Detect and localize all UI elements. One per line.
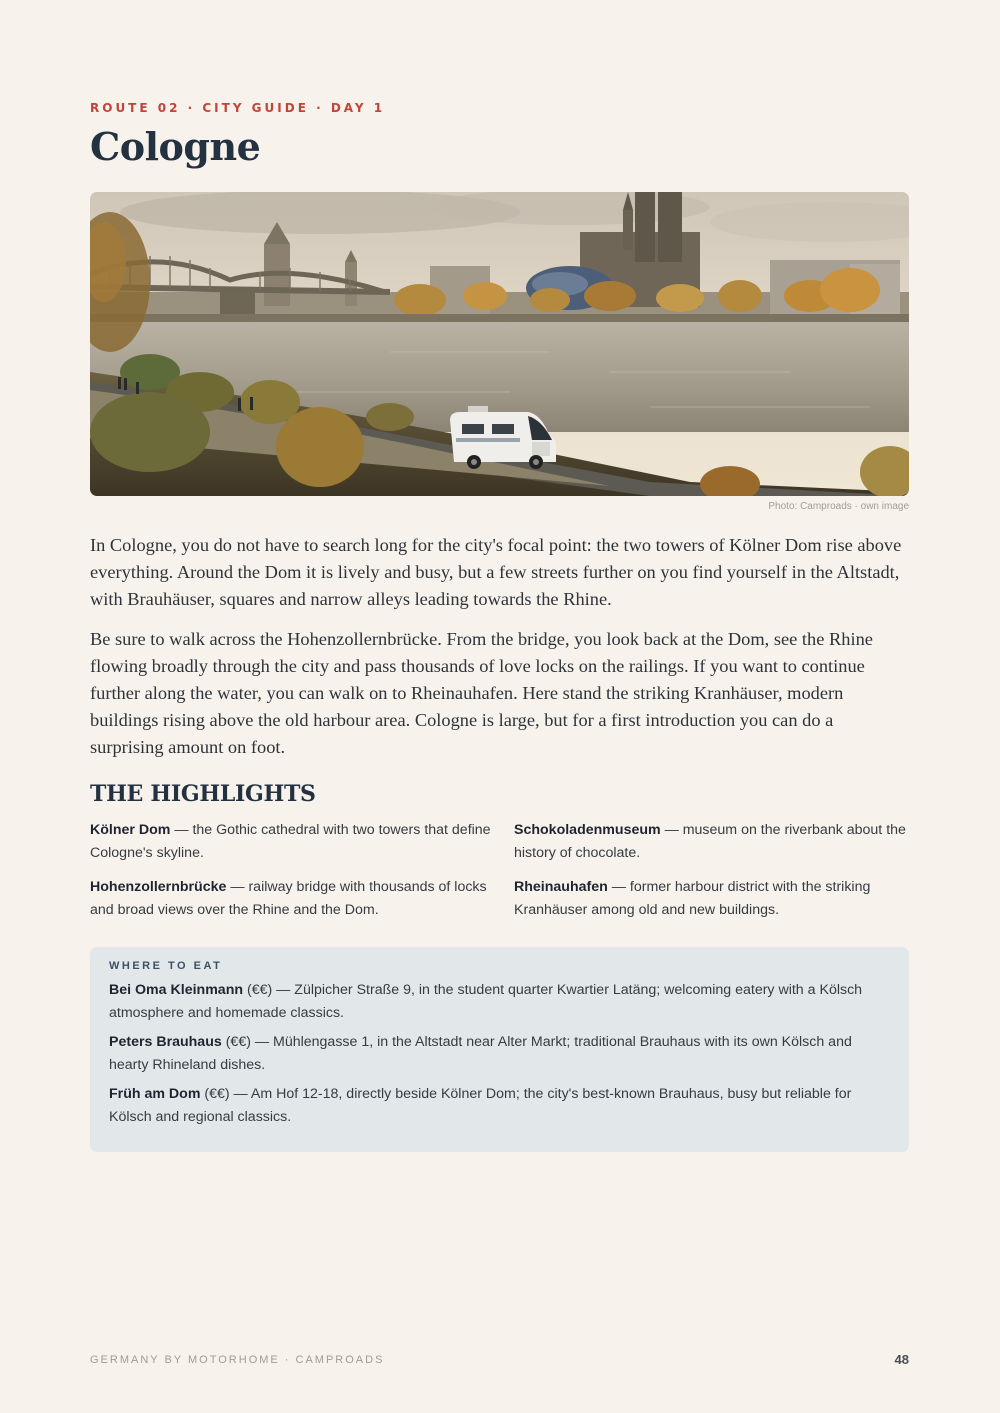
highlight-item	[90, 819, 494, 864]
restaurant-item	[109, 1031, 890, 1076]
footer-publication: GERMANY BY MOTORHOME · CAMPROADS	[90, 1354, 385, 1366]
restaurant-name: Bei Oma Kleinmann	[109, 982, 244, 998]
highlight-text: — the Gothic cathedral with two towers that define Cologne's skyline.	[90, 822, 491, 861]
highlights-heading: THE HIGHLIGHTS	[90, 781, 316, 807]
highlight-name: Rheinauhafen	[514, 879, 608, 895]
restaurant-item	[109, 1083, 890, 1128]
where-to-eat-label: WHERE TO EAT	[109, 960, 223, 972]
intro-text	[90, 532, 909, 774]
photo-credit: Photo: Camproads · own image	[768, 501, 909, 512]
paragraph: Be sure to walk across the Hohenzollernbrücke. From the bridge, you look back at the Dom, see the Rhine flowing broadly through the city and pass thousands of love locks on the railings. If you want to continue further along the water, you can walk on to Rheinauhafen. Here stand the striking Kranhäuser, modern buildings rising above the old harbour area. Cologne is large, but for a first introduction you can do a surprising amount on foot.	[90, 629, 873, 757]
highlight-text: — railway bridge with thousands of locks and broad views over the Rhine and the Dom.	[90, 879, 487, 918]
restaurant-details: (€€) — Am Hof 12-18, directly beside Kölner Dom; the city's best-known Brauhaus, busy but reliable for Kölsch and regional classics.	[109, 1086, 852, 1125]
restaurant-item	[109, 979, 890, 1024]
route-eyebrow: ROUTE 02 · CITY GUIDE · DAY 1	[90, 101, 386, 115]
restaurant-name: Früh am Dom	[109, 1086, 201, 1102]
where-to-eat-box	[90, 947, 909, 1152]
highlight-name: Schokoladenmuseum	[514, 822, 661, 838]
highlight-item	[514, 819, 909, 864]
page-title: Cologne	[90, 124, 261, 169]
highlight-text: — former harbour district with the striking Kranhäuser among old and new buildings.	[514, 879, 871, 918]
highlights-list	[90, 819, 909, 921]
highlight-name: Hohenzollernbrücke	[90, 879, 227, 895]
page-number: 48	[894, 1352, 909, 1367]
paragraph: In Cologne, you do not have to search long for the city's focal point: the two towers of Kölner Dom rise above everything. Around the Dom it is lively and busy, but a few streets further on you find yourself in the Altstadt, with Brauhäuser, squares and narrow alleys leading towards the Rhine.	[90, 535, 902, 609]
highlight-item	[514, 876, 909, 921]
cologne-riverside-photo	[90, 192, 909, 496]
highlight-name: Kölner Dom	[90, 822, 171, 838]
restaurant-details: (€€) — Zülpicher Straße 9, in the student quarter Kwartier Latäng; welcoming eatery with a Kölsch atmosphere and homemade classics.	[109, 982, 863, 1021]
restaurant-name: Peters Brauhaus	[109, 1034, 222, 1050]
restaurant-details: (€€) — Mühlengasse 1, in the Altstadt near Alter Markt; traditional Brauhaus with its own Kölsch and hearty Rhineland dishes.	[109, 1034, 852, 1073]
highlight-text: — museum on the riverbank about the history of chocolate.	[514, 822, 906, 861]
highlight-item	[90, 876, 494, 921]
